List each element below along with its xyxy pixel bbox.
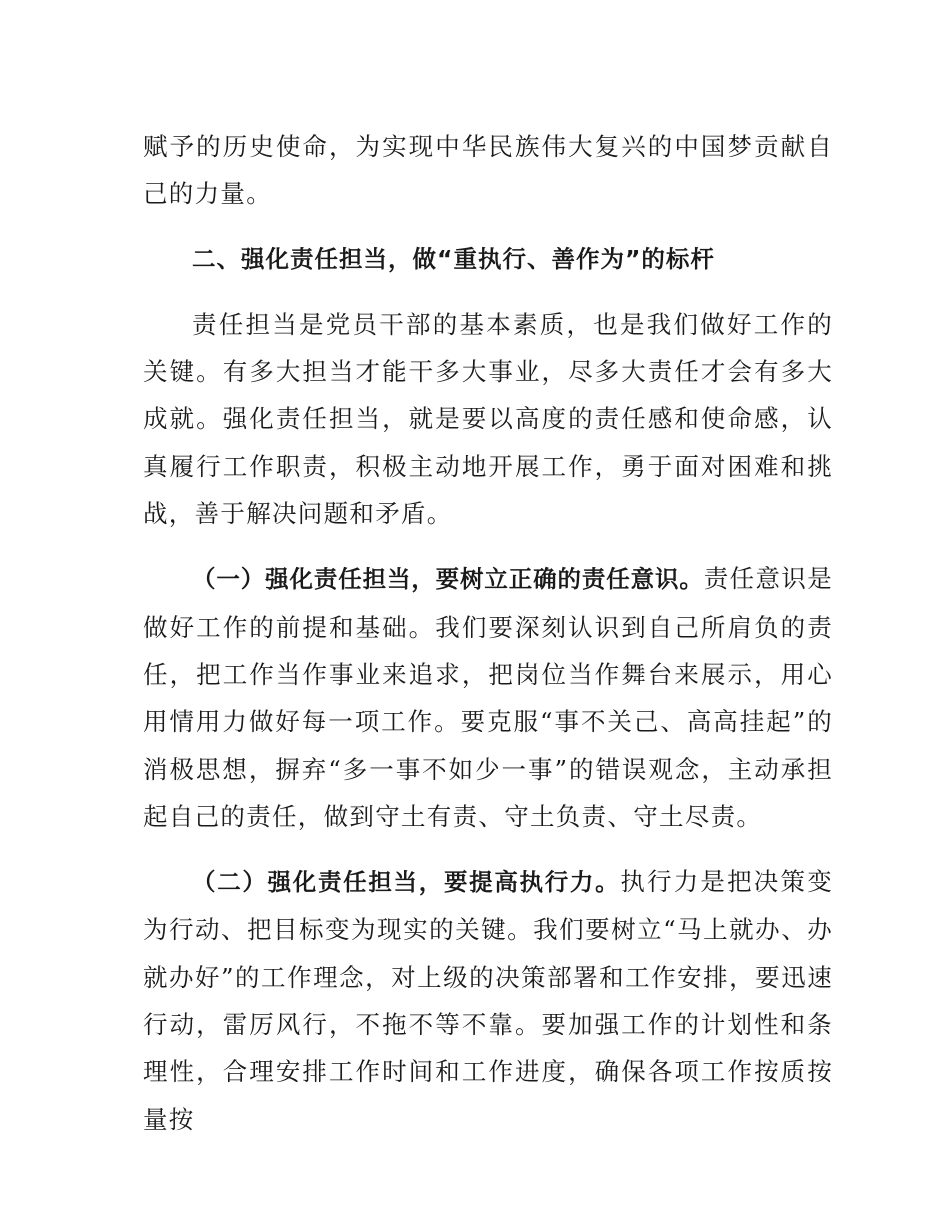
- subsection-lead-1: （一）强化责任担当，要树立正确的责任意识。: [192, 565, 704, 594]
- section-heading: 二、强化责任担当，做“重执行、善作为”的标杆: [192, 244, 715, 273]
- subsection-paragraph-2: [143, 858, 833, 1143]
- intro-paragraph: 责任担当是党员干部的基本素质，也是我们做好工作的关键。有多大担当才能干多大事业，尽多大责任才会有多大成就。强化责任担当，就是要以高度的责任感和使命感，认真履行工作职责，积极主动地开展工作，勇于面对困难和挑战，善于解决问题和矛盾。: [143, 309, 833, 529]
- document-body: [143, 123, 833, 1143]
- continuation-paragraph: 赋予的历史使命，为实现中华民族伟大复兴的中国梦贡献自己的力量。: [143, 132, 833, 209]
- subsection-body-1: 责任意识是做好工作的前提和基础。我们要深刻认识到自己所肩负的责任，把工作当作事业来追求，把岗位当作舞台来展示，用心用情用力做好每一项工作。要克服“事不关己、高高挂起”的消极思想，摒弃“多一事不如少一事”的错误观念，主动承担起自己的责任，做到守土有责、守土负责、守土尽责。: [143, 564, 833, 831]
- subsection-body-2: 执行力是把决策变为行动、把目标变为现实的关键。我们要树立“马上就办、办就办好”的工作理念，对上级的决策部署和工作安排，要迅速行动，雷厉风行，不拖不等不靠。要加强工作的计划性和条理性，合理安排工作时间和工作进度，确保各项工作按质按量按: [143, 867, 833, 1134]
- subsection-paragraph-1: [143, 555, 833, 840]
- subsection-lead-2: （二）强化责任担当，要提高执行力。: [192, 868, 621, 897]
